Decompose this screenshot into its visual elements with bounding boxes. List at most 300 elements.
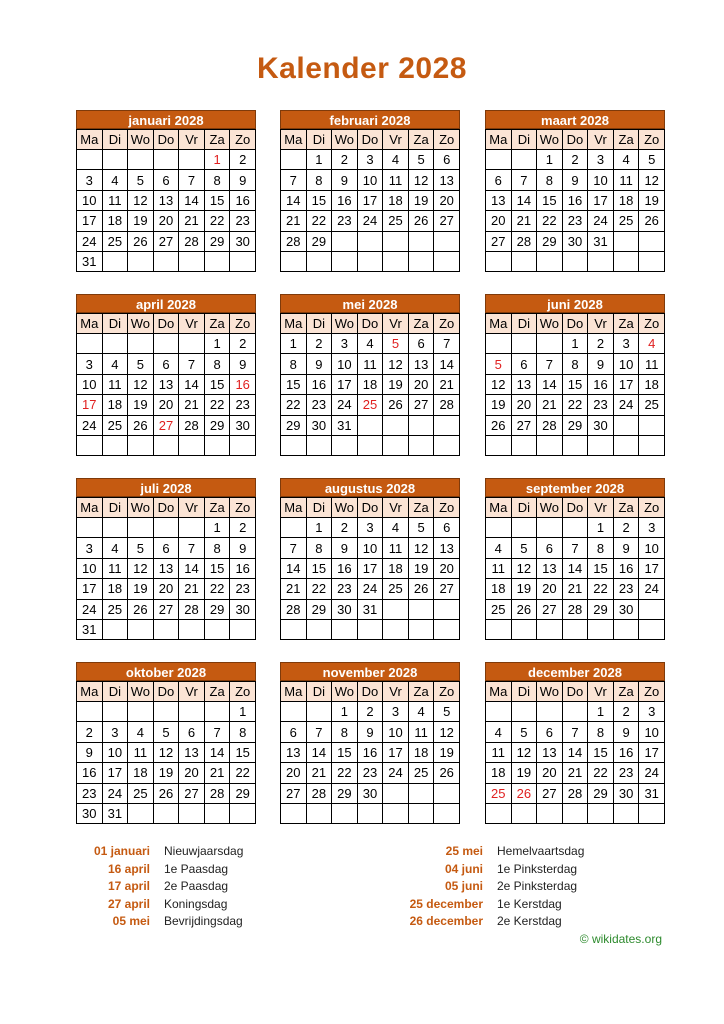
day-cell: 3 <box>613 334 639 354</box>
day-cell <box>511 518 537 538</box>
day-cell: 22 <box>204 211 230 231</box>
day-cell <box>179 334 205 354</box>
day-cell <box>383 783 409 803</box>
day-cell <box>281 702 307 722</box>
day-cell: 15 <box>588 558 614 578</box>
day-cell: 8 <box>332 722 358 742</box>
day-cell <box>179 803 205 823</box>
day-cell: 10 <box>77 190 103 210</box>
day-cell <box>153 619 179 639</box>
holiday-name: 2e Kerstdag <box>497 914 562 928</box>
day-cell <box>332 231 358 251</box>
day-cell <box>306 619 332 639</box>
weekday-header: Di <box>511 130 537 150</box>
day-cell: 1 <box>204 518 230 538</box>
holiday-row <box>400 878 584 896</box>
day-cell: 24 <box>332 395 358 415</box>
holiday-row <box>76 861 243 879</box>
day-cell: 10 <box>357 538 383 558</box>
day-cell: 27 <box>486 231 512 251</box>
day-cell: 13 <box>434 170 460 190</box>
day-cell: 6 <box>434 518 460 538</box>
day-cell: 25 <box>128 783 154 803</box>
day-cell: 9 <box>332 170 358 190</box>
day-cell <box>511 435 537 455</box>
day-cell: 12 <box>408 538 434 558</box>
weekday-header: Vr <box>383 130 409 150</box>
day-cell <box>102 334 128 354</box>
weekday-header: Vr <box>383 498 409 518</box>
day-cell: 21 <box>204 763 230 783</box>
day-cell <box>383 599 409 619</box>
day-cell <box>204 251 230 271</box>
month-calendar <box>76 662 256 827</box>
day-cell <box>332 251 358 271</box>
day-cell <box>281 251 307 271</box>
day-cell: 24 <box>639 579 665 599</box>
weekday-header: Wo <box>332 314 358 334</box>
month-calendar <box>76 294 256 459</box>
day-cell: 1 <box>306 518 332 538</box>
day-cell: 4 <box>102 354 128 374</box>
day-cell: 4 <box>486 538 512 558</box>
weekday-header: Wo <box>537 682 563 702</box>
day-cell: 29 <box>332 783 358 803</box>
weekday-header: Do <box>153 130 179 150</box>
holiday-date: 27 april <box>107 896 150 911</box>
day-cell: 5 <box>639 150 665 170</box>
day-cell: 29 <box>230 783 256 803</box>
day-cell: 19 <box>511 579 537 599</box>
day-cell: 26 <box>128 231 154 251</box>
holiday-list-right <box>400 843 584 931</box>
day-cell <box>486 334 512 354</box>
day-cell: 25 <box>383 211 409 231</box>
day-cell <box>230 435 256 455</box>
day-cell: 14 <box>179 374 205 394</box>
day-cell <box>153 150 179 170</box>
day-cell: 16 <box>588 374 614 394</box>
weekday-header: Za <box>613 498 639 518</box>
day-cell <box>511 619 537 639</box>
day-cell: 27 <box>153 599 179 619</box>
day-cell <box>486 518 512 538</box>
day-cell: 11 <box>102 374 128 394</box>
day-cell: 1 <box>562 334 588 354</box>
day-cell: 11 <box>102 190 128 210</box>
day-cell: 25 <box>639 395 665 415</box>
day-cell <box>537 334 563 354</box>
day-cell: 13 <box>281 742 307 762</box>
day-cell <box>357 231 383 251</box>
day-cell: 17 <box>77 579 103 599</box>
day-cell: 4 <box>383 150 409 170</box>
day-cell: 12 <box>408 170 434 190</box>
day-cell <box>77 518 103 538</box>
day-cell: 27 <box>511 415 537 435</box>
holiday-name: 1e Kerstdag <box>497 896 562 911</box>
day-cell <box>102 150 128 170</box>
day-cell <box>434 619 460 639</box>
day-cell: 23 <box>588 395 614 415</box>
day-cell <box>77 702 103 722</box>
day-cell <box>562 619 588 639</box>
day-cell: 12 <box>383 354 409 374</box>
weekday-header: Za <box>408 130 434 150</box>
day-cell: 24 <box>357 211 383 231</box>
holiday-date: 25 december <box>409 896 483 911</box>
day-cell: 6 <box>511 354 537 374</box>
day-cell: 24 <box>102 783 128 803</box>
day-cell <box>102 518 128 538</box>
day-cell <box>383 251 409 271</box>
day-cell <box>204 435 230 455</box>
day-cell: 10 <box>332 354 358 374</box>
day-cell <box>153 803 179 823</box>
weekday-header: Do <box>562 498 588 518</box>
day-cell: 18 <box>486 579 512 599</box>
weekday-header: Ma <box>77 682 103 702</box>
day-cell: 22 <box>230 763 256 783</box>
day-cell <box>537 803 563 823</box>
holiday-date: 16 april <box>107 861 150 876</box>
day-cell: 23 <box>332 211 358 231</box>
day-cell: 16 <box>613 558 639 578</box>
day-cell: 26 <box>511 783 537 803</box>
weekday-header: Zo <box>639 498 665 518</box>
day-cell: 18 <box>357 374 383 394</box>
month-calendar <box>485 294 665 459</box>
day-cell: 2 <box>613 518 639 538</box>
day-cell: 26 <box>153 783 179 803</box>
day-cell: 1 <box>230 702 256 722</box>
day-cell <box>128 435 154 455</box>
weekday-header: Di <box>102 682 128 702</box>
weekday-header: Ma <box>77 130 103 150</box>
day-cell <box>537 619 563 639</box>
day-cell: 27 <box>153 231 179 251</box>
day-cell: 9 <box>230 170 256 190</box>
weekday-header: Ma <box>486 130 512 150</box>
day-cell: 7 <box>562 722 588 742</box>
day-cell: 25 <box>408 763 434 783</box>
day-cell: 2 <box>230 150 256 170</box>
day-cell: 9 <box>357 722 383 742</box>
day-cell: 28 <box>179 599 205 619</box>
day-cell: 8 <box>204 538 230 558</box>
day-cell: 8 <box>588 722 614 742</box>
month-calendar <box>485 110 665 275</box>
weekday-header: Di <box>306 682 332 702</box>
day-cell: 28 <box>537 415 563 435</box>
day-cell <box>383 803 409 823</box>
weekday-header: Za <box>204 130 230 150</box>
day-cell <box>562 251 588 271</box>
day-cell <box>434 415 460 435</box>
day-cell: 19 <box>511 763 537 783</box>
day-cell <box>179 518 205 538</box>
day-cell: 7 <box>281 170 307 190</box>
day-cell: 30 <box>230 231 256 251</box>
day-cell: 30 <box>332 599 358 619</box>
day-cell: 17 <box>77 211 103 231</box>
day-cell: 22 <box>204 579 230 599</box>
day-cell: 22 <box>588 763 614 783</box>
day-cell: 5 <box>128 538 154 558</box>
day-cell: 5 <box>128 354 154 374</box>
weekday-header: Zo <box>434 498 460 518</box>
day-cell: 9 <box>332 538 358 558</box>
month-title: oktober 2028 <box>76 662 256 681</box>
day-cell <box>639 803 665 823</box>
day-cell: 10 <box>77 558 103 578</box>
day-cell: 26 <box>434 763 460 783</box>
day-cell: 18 <box>102 211 128 231</box>
day-cell: 22 <box>306 211 332 231</box>
day-cell: 21 <box>562 579 588 599</box>
day-cell: 17 <box>332 374 358 394</box>
day-cell: 7 <box>537 354 563 374</box>
day-cell: 18 <box>639 374 665 394</box>
day-cell: 1 <box>332 702 358 722</box>
day-cell <box>383 231 409 251</box>
day-cell: 4 <box>639 334 665 354</box>
day-cell: 10 <box>383 722 409 742</box>
weekday-header: Zo <box>230 498 256 518</box>
day-cell: 7 <box>562 538 588 558</box>
day-cell: 23 <box>77 783 103 803</box>
day-cell <box>408 619 434 639</box>
day-cell <box>613 435 639 455</box>
day-cell: 13 <box>486 190 512 210</box>
day-cell: 16 <box>613 742 639 762</box>
day-cell: 14 <box>562 558 588 578</box>
holiday-row <box>400 861 584 879</box>
day-cell: 27 <box>434 579 460 599</box>
day-cell: 15 <box>306 190 332 210</box>
day-cell: 22 <box>281 395 307 415</box>
day-cell: 19 <box>408 558 434 578</box>
day-cell <box>153 251 179 271</box>
day-cell: 28 <box>179 415 205 435</box>
weekday-header: Za <box>408 498 434 518</box>
day-cell: 6 <box>153 354 179 374</box>
weekday-header: Do <box>357 314 383 334</box>
month-title: augustus 2028 <box>280 478 460 497</box>
weekday-header: Za <box>204 682 230 702</box>
day-cell <box>332 435 358 455</box>
day-cell: 6 <box>153 538 179 558</box>
day-cell <box>639 599 665 619</box>
day-cell: 30 <box>230 599 256 619</box>
day-cell: 11 <box>408 722 434 742</box>
day-cell: 8 <box>306 170 332 190</box>
day-cell <box>357 251 383 271</box>
weekday-header: Zo <box>639 130 665 150</box>
weekday-header: Ma <box>77 498 103 518</box>
day-cell <box>77 435 103 455</box>
day-cell <box>281 619 307 639</box>
day-cell: 23 <box>230 211 256 231</box>
day-cell: 31 <box>77 619 103 639</box>
day-cell: 13 <box>408 354 434 374</box>
weekday-header: Wo <box>537 314 563 334</box>
day-cell: 2 <box>332 150 358 170</box>
day-cell <box>486 251 512 271</box>
month-calendar <box>76 478 256 643</box>
day-cell: 20 <box>408 374 434 394</box>
day-cell: 6 <box>179 722 205 742</box>
weekday-header: Di <box>306 498 332 518</box>
day-cell: 25 <box>102 599 128 619</box>
day-cell: 23 <box>357 763 383 783</box>
weekday-header: Wo <box>537 130 563 150</box>
day-cell <box>588 803 614 823</box>
day-cell <box>537 435 563 455</box>
day-cell: 10 <box>77 374 103 394</box>
month-calendar <box>280 662 460 827</box>
day-cell: 10 <box>588 170 614 190</box>
weekday-header: Do <box>153 498 179 518</box>
day-cell: 1 <box>281 334 307 354</box>
weekday-header: Ma <box>486 498 512 518</box>
day-cell: 29 <box>306 231 332 251</box>
day-cell: 28 <box>511 231 537 251</box>
day-cell: 27 <box>281 783 307 803</box>
day-cell: 10 <box>639 722 665 742</box>
day-cell: 12 <box>434 722 460 742</box>
day-cell <box>179 251 205 271</box>
day-cell <box>306 702 332 722</box>
day-cell <box>511 702 537 722</box>
day-cell: 6 <box>434 150 460 170</box>
day-cell <box>204 803 230 823</box>
day-cell: 13 <box>153 374 179 394</box>
day-cell: 2 <box>230 518 256 538</box>
weekday-header: Vr <box>179 314 205 334</box>
day-cell <box>408 803 434 823</box>
day-cell <box>434 231 460 251</box>
day-cell: 16 <box>562 190 588 210</box>
day-cell: 26 <box>383 395 409 415</box>
day-cell: 29 <box>204 415 230 435</box>
day-cell: 28 <box>281 599 307 619</box>
day-cell: 18 <box>613 190 639 210</box>
day-cell: 5 <box>128 170 154 190</box>
day-cell: 13 <box>153 190 179 210</box>
day-cell: 15 <box>281 374 307 394</box>
day-cell: 21 <box>306 763 332 783</box>
day-cell <box>128 251 154 271</box>
day-cell: 14 <box>511 190 537 210</box>
day-cell <box>153 702 179 722</box>
month-title: december 2028 <box>485 662 665 681</box>
day-cell: 9 <box>613 722 639 742</box>
day-cell <box>434 435 460 455</box>
day-cell: 21 <box>537 395 563 415</box>
weekday-header: Ma <box>486 314 512 334</box>
day-cell <box>357 619 383 639</box>
day-cell: 12 <box>128 374 154 394</box>
day-cell: 17 <box>102 763 128 783</box>
day-cell: 9 <box>613 538 639 558</box>
day-cell <box>332 803 358 823</box>
weekday-header: Vr <box>588 130 614 150</box>
day-cell: 25 <box>357 395 383 415</box>
day-cell: 28 <box>281 231 307 251</box>
day-cell <box>383 435 409 455</box>
day-cell: 19 <box>408 190 434 210</box>
day-cell: 31 <box>77 251 103 271</box>
day-cell: 19 <box>383 374 409 394</box>
month-title: september 2028 <box>485 478 665 497</box>
weekday-header: Di <box>306 314 332 334</box>
day-cell <box>102 435 128 455</box>
holiday-date: 25 mei <box>445 844 483 858</box>
day-cell: 23 <box>613 579 639 599</box>
weekday-header: Do <box>153 314 179 334</box>
month-calendar <box>76 110 256 275</box>
day-cell <box>102 702 128 722</box>
weekday-header: Zo <box>434 130 460 150</box>
day-cell: 28 <box>434 395 460 415</box>
month-title: mei 2028 <box>280 294 460 313</box>
day-cell: 6 <box>408 334 434 354</box>
weekday-header: Wo <box>128 314 154 334</box>
holiday-date: 05 mei <box>112 914 150 928</box>
day-cell: 26 <box>128 415 154 435</box>
day-cell <box>537 518 563 538</box>
day-cell: 3 <box>77 354 103 374</box>
day-cell: 9 <box>562 170 588 190</box>
day-cell <box>357 415 383 435</box>
day-cell: 18 <box>102 395 128 415</box>
weekday-header: Ma <box>281 314 307 334</box>
holiday-name: Bevrijdingsdag <box>164 914 243 928</box>
day-cell: 20 <box>281 763 307 783</box>
day-cell: 17 <box>357 190 383 210</box>
day-cell: 10 <box>102 742 128 762</box>
weekday-header: Ma <box>281 498 307 518</box>
day-cell: 29 <box>588 599 614 619</box>
day-cell: 30 <box>613 599 639 619</box>
day-cell: 14 <box>179 558 205 578</box>
day-cell: 9 <box>588 354 614 374</box>
day-cell <box>128 702 154 722</box>
day-cell: 24 <box>383 763 409 783</box>
holiday-date: 04 juni <box>444 861 483 876</box>
day-cell <box>486 619 512 639</box>
weekday-header: Zo <box>230 682 256 702</box>
weekday-header: Do <box>357 130 383 150</box>
day-cell <box>537 702 563 722</box>
day-cell: 2 <box>562 150 588 170</box>
day-cell: 31 <box>639 783 665 803</box>
day-cell: 3 <box>639 702 665 722</box>
day-cell: 19 <box>128 211 154 231</box>
day-cell <box>434 599 460 619</box>
day-cell <box>179 619 205 639</box>
day-cell: 25 <box>613 211 639 231</box>
day-cell: 3 <box>639 518 665 538</box>
day-cell: 20 <box>153 211 179 231</box>
day-cell: 2 <box>332 518 358 538</box>
weekday-header: Za <box>613 314 639 334</box>
day-cell: 11 <box>383 170 409 190</box>
weekday-header: Ma <box>77 314 103 334</box>
day-cell: 1 <box>306 150 332 170</box>
weekday-header: Za <box>204 498 230 518</box>
